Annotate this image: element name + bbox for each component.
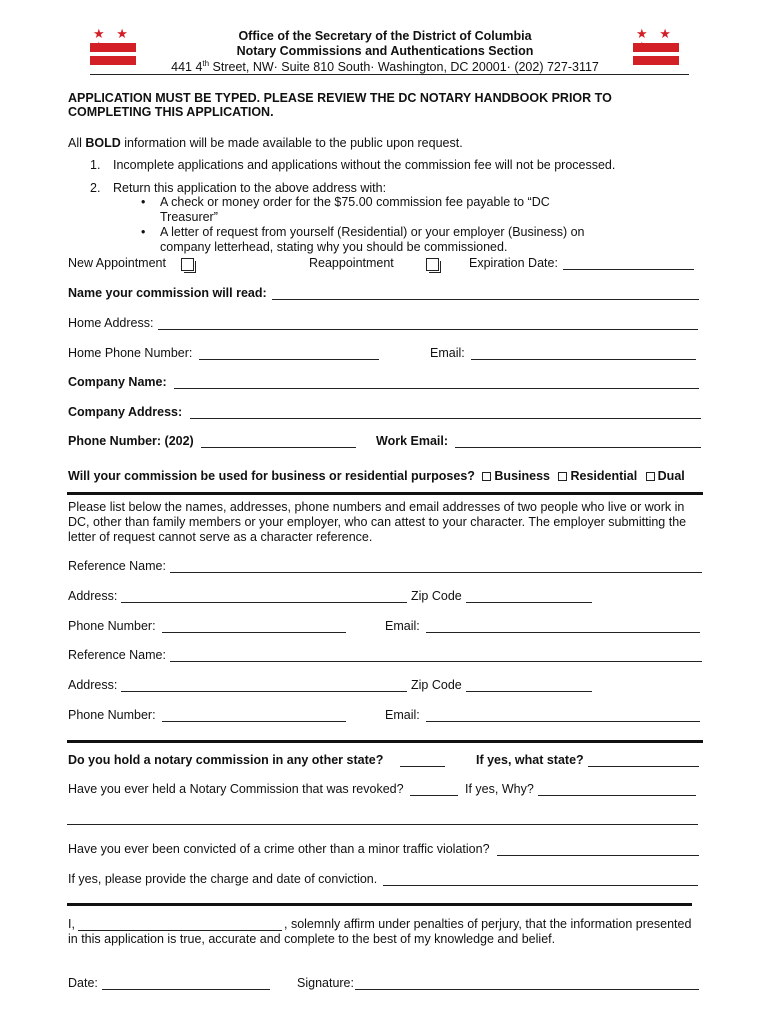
company-address-field[interactable] [190,418,701,419]
reference-1-zip-field[interactable] [466,602,592,603]
revoked-why-field[interactable] [538,795,696,796]
reference-1-name-label: Reference Name: [68,559,166,573]
affirm-i: I, [68,917,75,931]
reference-1-phone-field[interactable] [162,632,346,633]
phone-202-field[interactable] [201,447,356,448]
work-email-field[interactable] [455,447,701,448]
work-email-label: Work Email: [376,434,449,448]
date-label: Date: [68,976,98,990]
reference-2-address-label: Address: [68,678,118,692]
home-phone-field[interactable] [199,359,379,360]
reference-1-phone-label: Phone Number: [68,619,156,633]
signature-label: Signature: [297,976,354,990]
business-checkbox[interactable] [482,472,491,481]
instruction-1: Incomplete applications and applications without the commission fee will not be processed. [113,158,616,172]
dual-checkbox[interactable] [646,472,655,481]
reference-1-email-label: Email: [385,619,420,633]
section-divider-3 [67,903,692,906]
home-address-field[interactable] [158,329,698,330]
affirm-name-field[interactable] [78,930,282,931]
instruction-1-num: 1. [90,158,101,172]
dc-flag-right-icon: ★ ★ [633,27,679,67]
other-state-question: Do you hold a notary commission in any other state? [68,753,384,767]
reference-2-address-field[interactable] [121,691,407,692]
revoked-question: Have you ever held a Notary Commission that was revoked? [68,782,404,796]
reference-instructions: Please list below the names, addresses, phone numbers and email addresses of two people who live or work in DC, other than family members or your employer, who can attest to your character. The employer submitting the letter of request cannot serve as a character reference. [68,500,687,544]
expiration-date-field[interactable] [563,269,694,270]
typed-notice: APPLICATION MUST BE TYPED. PLEASE REVIEW THE DC NOTARY HANDBOOK PRIOR TO [68,91,612,105]
new-appointment-label: New Appointment [68,256,166,270]
reference-2-zip-label: Zip Code [411,678,462,692]
company-name-label: Company Name: [68,375,167,389]
reference-2-phone-label: Phone Number: [68,708,156,722]
reference-2-email-label: Email: [385,708,420,722]
crime-detail-label: If yes, please provide the charge and date of conviction. [68,872,378,886]
reference-2-email-field[interactable] [426,721,700,722]
section-divider-2 [67,740,703,743]
office-title: Office of the Secretary of the District of Columbia [238,29,532,43]
revoked-why-label: If yes, Why? [465,782,534,796]
typed-notice-cont: COMPLETING THIS APPLICATION. [68,105,274,119]
reference-1-address-field[interactable] [121,602,407,603]
header-rule [90,74,689,75]
what-state-field[interactable] [588,766,699,767]
reference-2-zip-field[interactable] [466,691,592,692]
home-address-label: Home Address: [68,316,154,330]
bullet-letter: • A letter of request from yourself (Residential) or your employer (Business) on company letterhead, stating why you should be commissioned. [136,225,606,255]
reappointment-checkbox[interactable] [426,258,439,271]
crime-detail-field[interactable] [383,885,698,886]
expiration-date-label: Expiration Date: [469,256,558,270]
signature-field[interactable] [355,989,699,990]
reference-1-name-field[interactable] [170,572,702,573]
date-field[interactable] [102,989,270,990]
section-divider [67,492,703,495]
public-info-note: All BOLD information will be made available to the public upon request. [68,136,463,150]
purpose-question: Will your commission be used for business or residential purposes? Business Residential Dual [68,469,685,483]
residential-checkbox[interactable] [558,472,567,481]
commission-name-label: Name your commission will read: [68,286,267,300]
reference-1-zip-label: Zip Code [411,589,462,603]
what-state-label: If yes, what state? [476,753,584,767]
other-state-answer-field[interactable] [400,766,445,767]
home-phone-label: Home Phone Number: [68,346,193,360]
instruction-2: Return this application to the above address with: [113,181,387,195]
commission-name-field[interactable] [272,299,699,300]
instruction-bullets [136,195,606,255]
crime-answer-field[interactable] [497,855,699,856]
reference-2-phone-field[interactable] [162,721,346,722]
instruction-2-num: 2. [90,181,101,195]
affirm-text-2: in this application is true, accurate and complete to the best of my knowledge and belief. [68,932,556,946]
section-title: Notary Commissions and Authentications Section [236,44,534,58]
phone-202-label: Phone Number: (202) [68,434,194,448]
company-address-label: Company Address: [68,405,183,419]
email-label: Email: [430,346,465,360]
revoked-answer-field[interactable] [410,795,458,796]
email-field[interactable] [471,359,696,360]
reference-2-name-label: Reference Name: [68,648,166,662]
reference-2-name-field[interactable] [170,661,702,662]
affirm-text-1: , solemnly affirm under penalties of perjury, that the information presented [284,917,692,931]
crime-question: Have you ever been convicted of a crime other than a minor traffic violation? [68,842,490,856]
dc-flag-left-icon: ★ ★ [90,27,136,67]
company-name-field[interactable] [174,388,699,389]
bullet-fee: • A check or money order for the $75.00 commission fee payable to “DC Treasurer” [136,195,606,225]
reference-1-email-field[interactable] [426,632,700,633]
office-address: 441 4th Street, NW· Suite 810 South· Washington, DC 20001· (202) 727-3117 [171,59,599,75]
revoked-why-field-cont[interactable] [67,824,698,825]
reference-1-address-label: Address: [68,589,118,603]
reappointment-label: Reappointment [309,256,394,270]
new-appointment-checkbox[interactable] [181,258,194,271]
